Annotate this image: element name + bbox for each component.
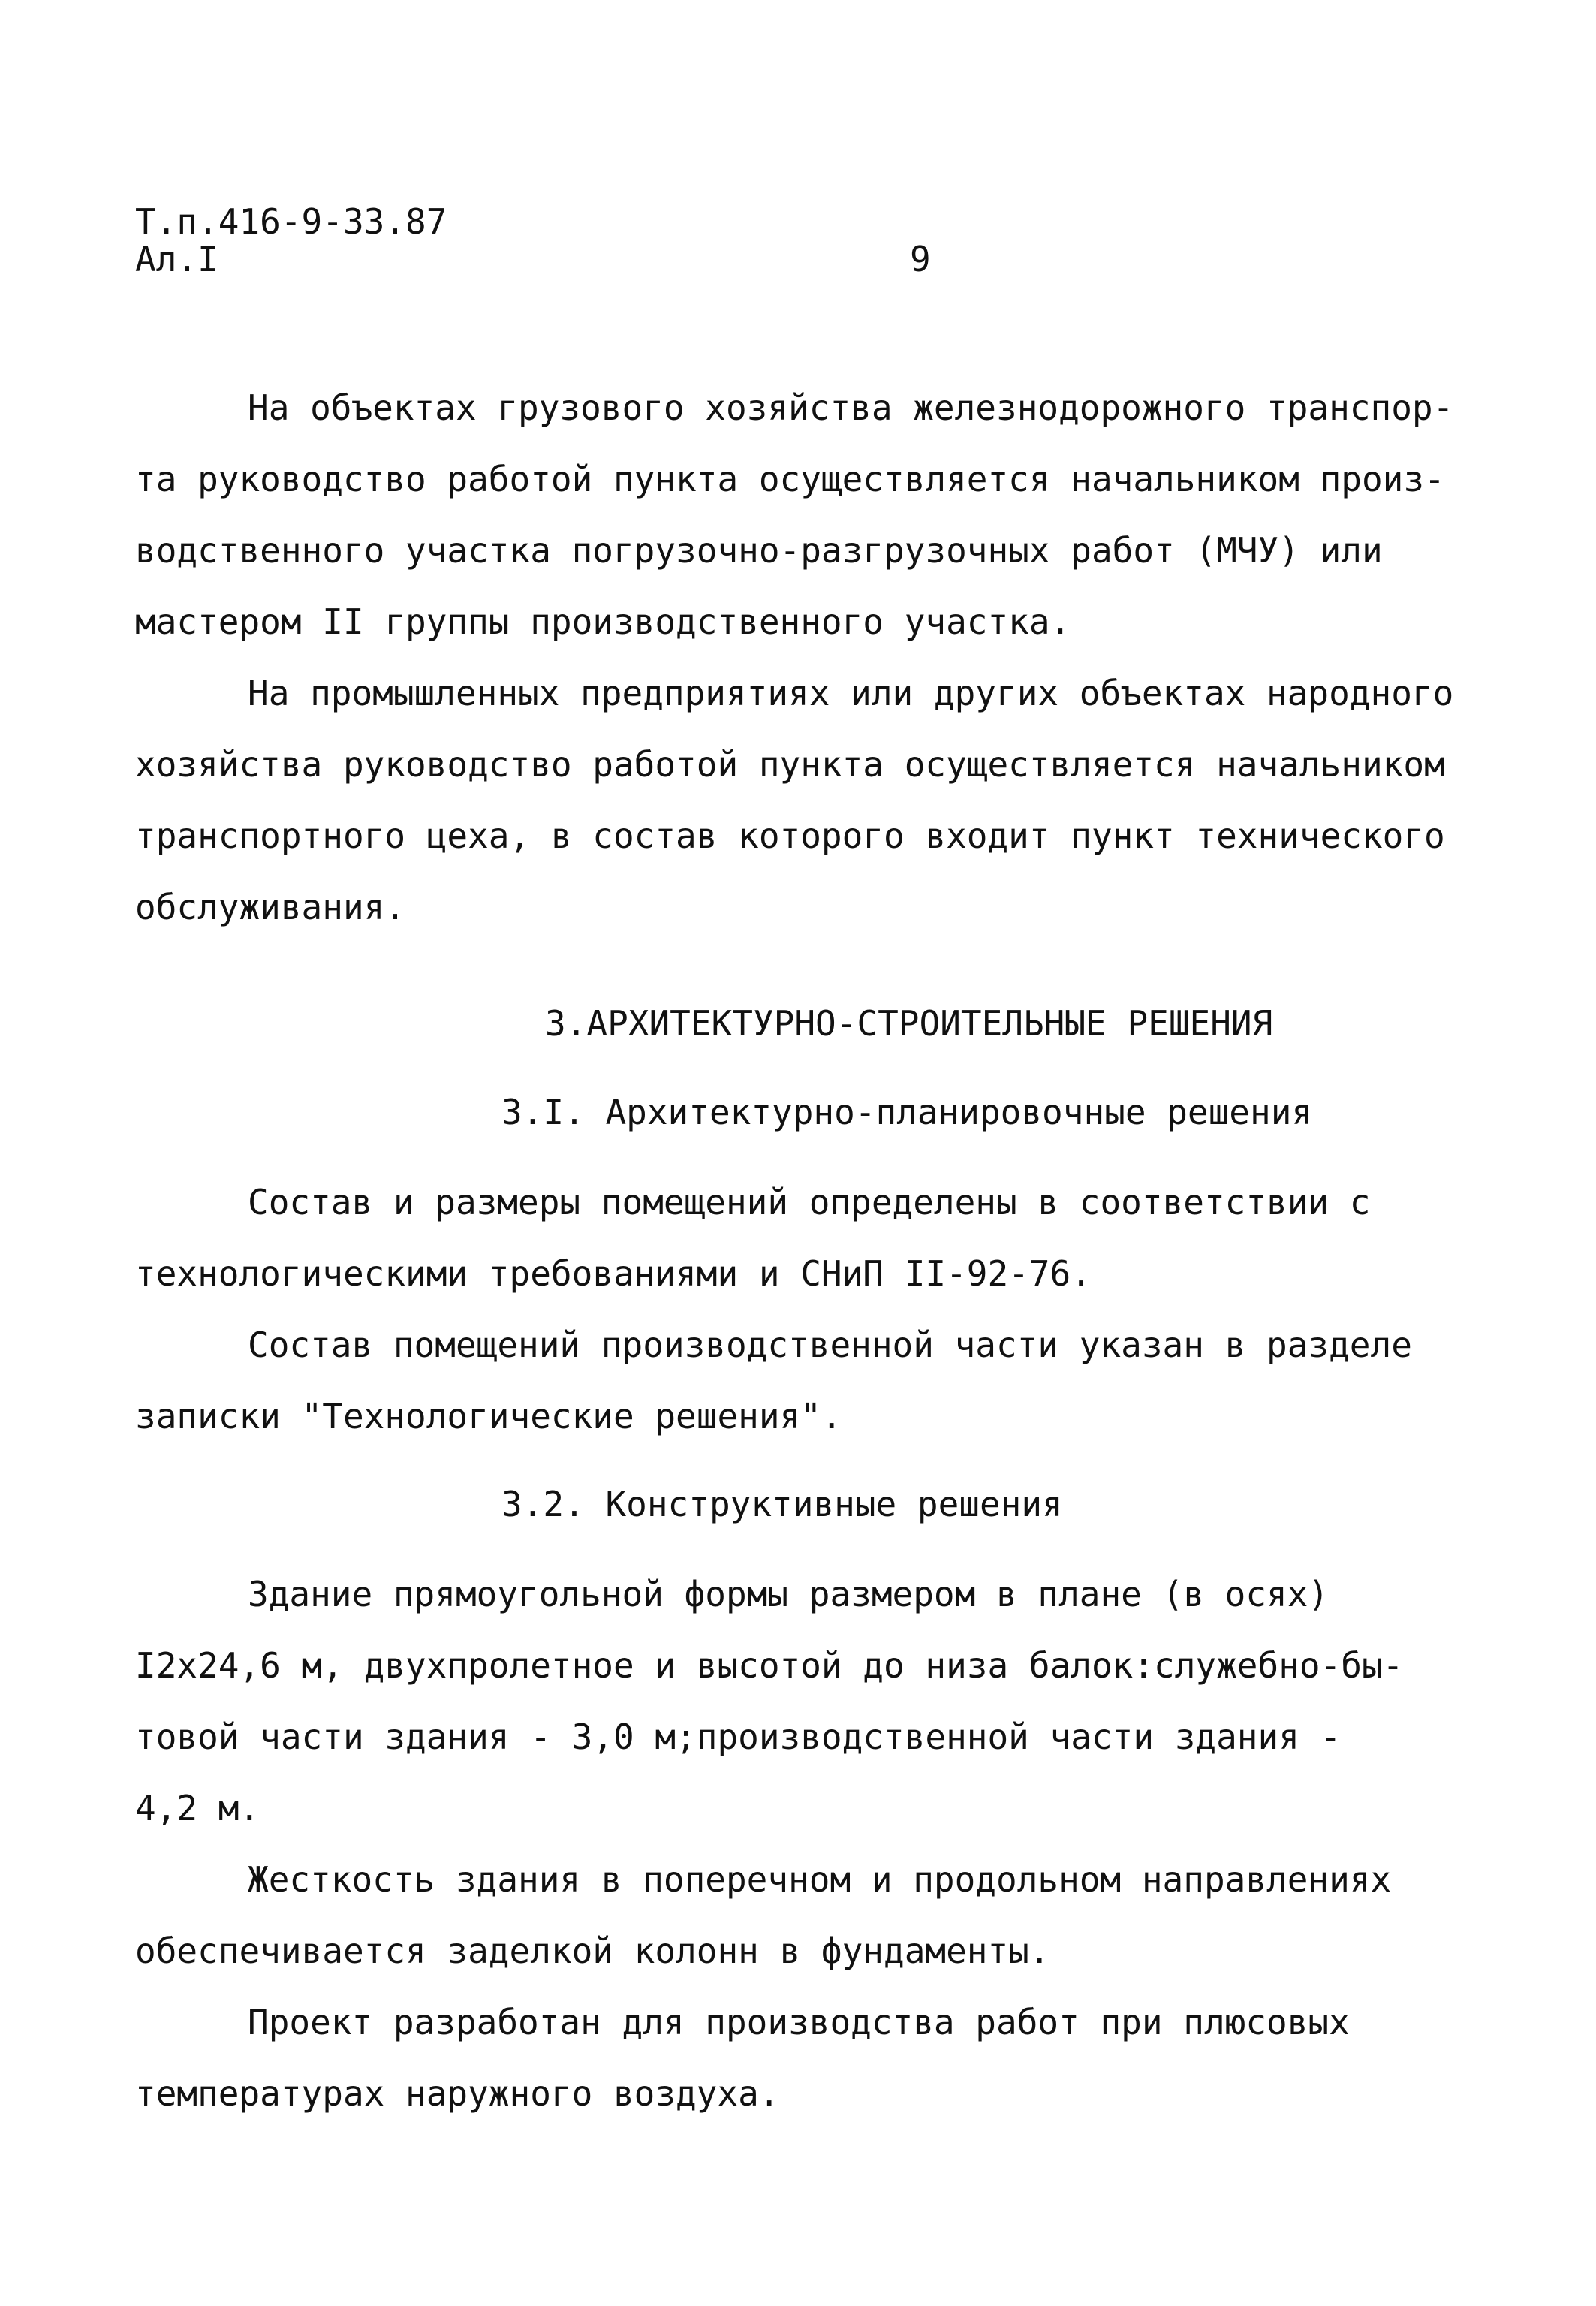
subsection-heading: 3.I. Архитектурно-планировочные решения bbox=[501, 1092, 1313, 1132]
text-line: Состав и размеры помещений определены в соответствии с bbox=[248, 1182, 1371, 1222]
text-line: температурах наружного воздуха. bbox=[135, 2073, 780, 2114]
subsection-heading: 3.2. Конструктивные решения bbox=[501, 1484, 1063, 1524]
text-line: водственного участка погрузочно-разгрузочных работ (МЧУ) или bbox=[135, 530, 1383, 571]
text-line: товой части здания - 3,0 м;производственной части здания - bbox=[135, 1717, 1342, 1757]
text-line: обеспечивается заделкой колонн в фундаменты. bbox=[135, 1931, 1050, 1971]
text-line: мастером II группы производственного участка. bbox=[135, 601, 1071, 642]
text-line: транспортного цеха, в состав которого входит пункт технического bbox=[135, 815, 1445, 856]
document-code: Т.п.416-9-33.87 bbox=[135, 201, 447, 242]
text-line: Здание прямоугольной формы размером в плане (в осях) bbox=[248, 1574, 1329, 1614]
text-line: та руководство работой пункта осуществляется начальником произ- bbox=[135, 459, 1445, 499]
text-line: хозяйства руководство работой пункта осуществляется начальником bbox=[135, 744, 1445, 785]
text-line: Проект разработан для производства работ при плюсовых bbox=[248, 2002, 1350, 2042]
sheet-number: Ал.I bbox=[135, 239, 218, 279]
text-line: I2х24,6 м, двухпролетное и высотой до низа балок:служебно-бы- bbox=[135, 1645, 1404, 1686]
section-heading: 3.АРХИТЕКТУРНО-СТРОИТЕЛЬНЫЕ РЕШЕНИЯ bbox=[545, 1003, 1273, 1044]
text-line: На промышленных предприятиях или других объектах народного bbox=[248, 673, 1454, 713]
text-line: Жесткость здания в поперечном и продольном направлениях bbox=[248, 1859, 1392, 1900]
text-line: записки "Технологические решения". bbox=[135, 1396, 842, 1436]
text-line: Состав помещений производственной части указан в разделе bbox=[248, 1325, 1412, 1365]
text-line: технологическими требованиями и СНиП II-92-76. bbox=[135, 1253, 1092, 1294]
text-line: 4,2 м. bbox=[135, 1788, 260, 1828]
text-line: обслуживания. bbox=[135, 887, 406, 927]
page-number: 9 bbox=[910, 239, 931, 279]
text-line: На объектах грузового хозяйства железнодорожного транспор- bbox=[248, 387, 1454, 428]
